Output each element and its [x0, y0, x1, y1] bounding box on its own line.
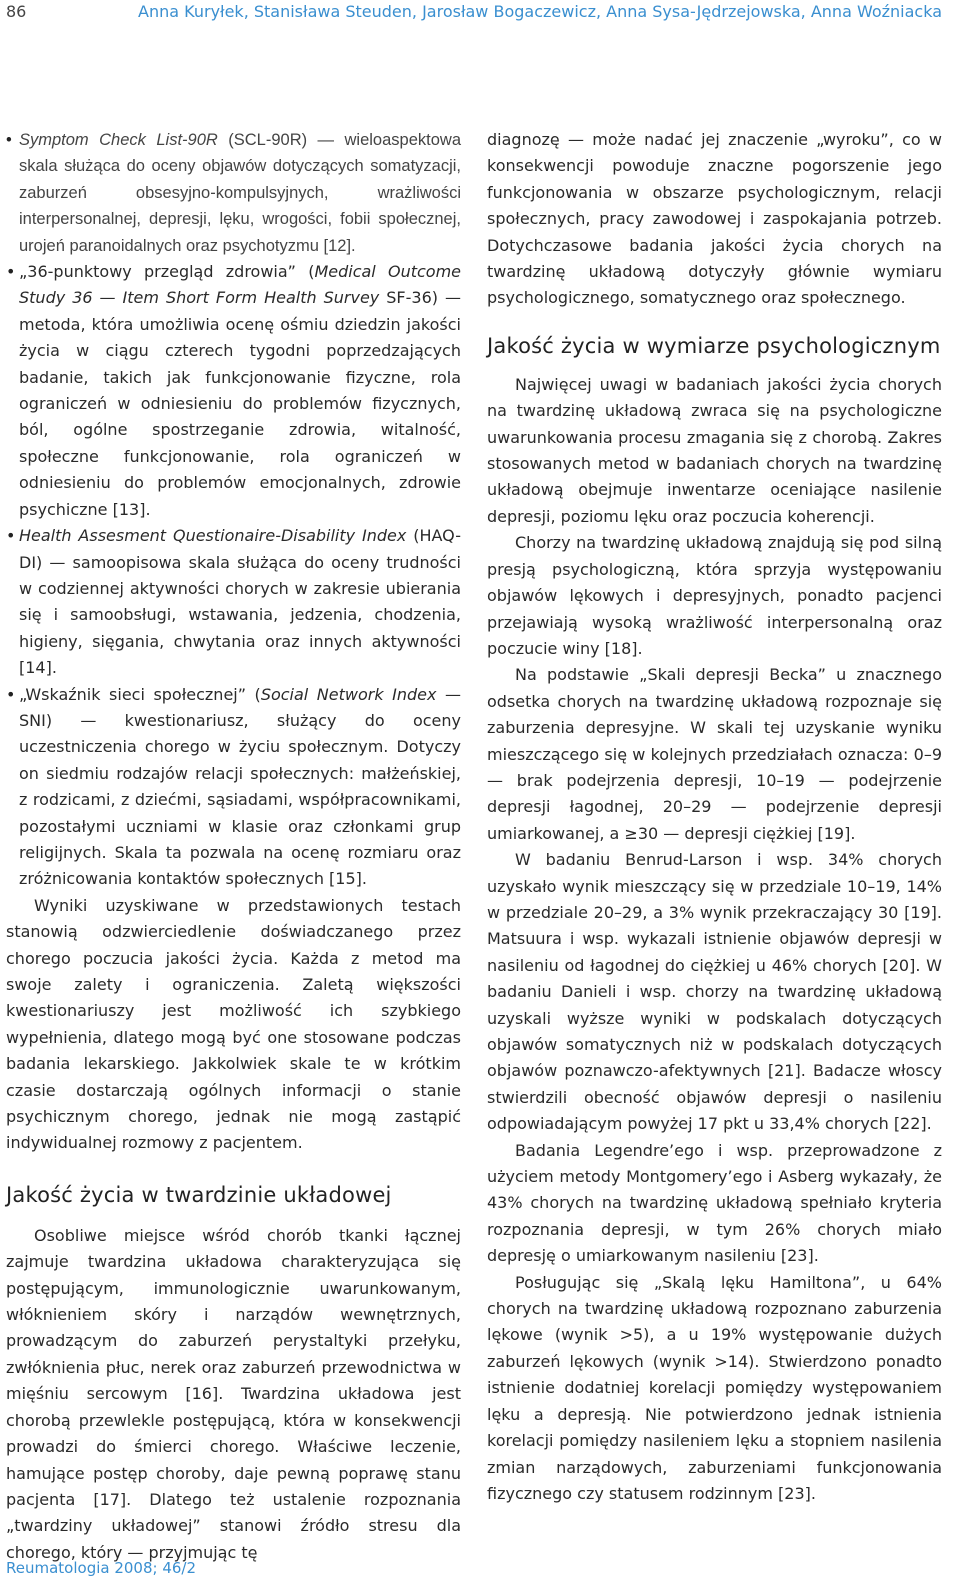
- section-heading-psychological: Jakość życia w wymiarze psychologicznym: [487, 333, 941, 358]
- list-item-scl90r: • Symptom Check List-90R (SCL-90R) — wieloaspektowa skala służąca do oceny objawów dotyczących somatyzacji, zaburzeń obsesyjno-kompulsyjnych, wrażliwości interpersonalnej, depresji, lęku, wrogości, fobii społecznej, urojeń paranoidalnych oraz psychotyzmu [12].: [6, 127, 461, 259]
- methods-list: [6, 127, 461, 893]
- list-item-sf36: • „36-punktowy przegląd zdrowia” (Medical Outcome Study 36 — Item Short Form Health Survey SF-36) — metoda, która umożliwia ocenę ośmiu dziedzin jakości życia w ciągu czterech tygodni poprzedzających badanie, takich jak funkcjonowanie fizyczne, rola ograniczeń w odniesieniu do problemów fizycznych, ból, ogólne spostrzeganie zdrowia, witalność, społeczne funkcjonowanie, rola ograniczeń w odniesieniu do problemów emocjonalnych, zdrowie psychiczne [13].: [6, 259, 461, 523]
- paragraph-continuation: diagnozę — może nadać jej znaczenie „wyroku”, co w konsekwencji powoduje znaczne pogorszenie jego funkcjonowania w obszarze psychologicznym, relacji społecznych, pracy zawodowej i zaspokajania potrzeb. Dotychczasowe badania jakości życia chorych na twardzinę układową dotyczyły głównie wymiaru psychologicznego, somatycznego oraz społecznego.: [487, 130, 942, 308]
- paragraph-hamilton: Posługując się „Skalą lęku Hamiltona”, u 64% chorych na twardzinę układową rozpoznano zaburzenia lękowe (wynik >5), a u 19% występowanie dużych zaburzeń lękowych (wynik >14). Stwierdzono ponadto istnienie dodatniej korelacji pomiędzy występowaniem lęku a depresją. Nie potwierdzono jednak istnienia korelacji pomiędzy nasileniem lęku a stopniem nasilenia zmian narządowych, zaburzeniami funkcjonowania fizycznego czy statusem rodzinnym [23].: [487, 1272, 942, 1503]
- paragraph-legendre: Badania Legendre’ego i wsp. przeprowadzone z użyciem metody Montgomery’ego i Asberg wykazały, że 43% chorych na twardzinę układową spełniało kryteria rozpoznania depresji, w tym 26% chorych miało depresję o umiarkowanym nasileniu [23].: [487, 1140, 942, 1266]
- paragraph-summary: Wyniki uzyskiwane w przedstawionych testach stanowią odzwierciedlenie doświadczanego przez chorego poczucia jakości życia. Każda z metod ma swoje zalety i ograniczenia. Zaletą większości kwestionariuszy jest możliwość ich szybkiego wypełnienia, dlatego mogą być one stosowane podczas badania lekarskiego. Jakkolwiek skale te w krótkim czasie dostarczają ogólnych informacji o stanie psychicznym chorego, jednak nie mogą zastąpić indywidualnej rozmowy z pacjentem.: [6, 895, 461, 1153]
- list-item-sni: • „Wskaźnik sieci społecznej” (Social Network Index — SNI) — kwestionariusz, służący do oceny uczestniczenia chorego w życiu społecznym. Dotyczy on siedmiu rodzajów relacji społecznych: małżeńskiej, z rodzicami, z dziećmi, sąsiadami, współpracownikami, pozostałymi uczniami w klasie oraz członkami grup religijnych. Skala ta pozwala na ocenę rozmiaru oraz zróżnicowania kontaktów społecznych [15].: [6, 682, 461, 893]
- paragraph-studies: W badaniu Benrud-Larson i wsp. 34% chorych uzyskało wynik mieszczący się w przedziale 10–19, 14% w przedziale 20–29, a 3% wynik przekraczający 30 [19]. Matsuura i wsp. wykazali istnienie objawów depresji w nasileniu od łagodnej do ciężkiej u 46% chorych [20]. W badaniu Danieli i wsp. chorzy na twardzinę układową uzyskali wyższe wyniki w podskalach dotyczących objawów somatycznych niż w podskalach dotyczących objawów poznawczo-afektywnych [21]. Badacze włoscy stwierdzili obecność objawów depresji o nasileniu odpowiadającym powyżej 17 pkt u 33,4% chorych [22].: [487, 850, 942, 1134]
- journal-footer: Reumatologia 2008; 46/2: [6, 1559, 197, 1577]
- page-number: 86: [6, 2, 27, 21]
- left-column: [6, 127, 461, 1566]
- paragraph-methods: Najwięcej uwagi w badaniach jakości życia chorych na twardzinę układową zwraca się na psychologiczne uwarunkowania procesu zmagania się z chorobą. Zakres stosowanych metod w badaniach chorych na twardzinę układową obejmuje inwentarze oceniające nasilenie depresji, poziomu lęku oraz poczucia koherencji.: [487, 374, 942, 526]
- list-item-haq-di: • Health Assesment Questionaire-Disability Index (HAQ-DI) — samoopisowa skala służąca do oceny trudności w codziennej aktywności chorych w zakresie ubierania się i samoobsługi, wstawania, jedzenia, chodzenia, higieny, sięgania, chwytania oraz innych aktywności [14].: [6, 523, 461, 681]
- paragraph-beck: Na podstawie „Skali depresji Becka” u znacznego odsetka chorych na twardzinę układową rozpoznaje się zaburzenia depresyjne. W skali tej uzyskanie wyniku mieszczącego się w kolejnych przedziałach oznacza: 0–9 — brak podejrzenia depresji, 10–19 — podejrzenie depresji łagodnej, 20–29 — podejrzenie depresji umiarkowanej, a ≥30 — depresji ciężkiej [19].: [487, 665, 942, 843]
- running-header-authors: Anna Kuryłek, Stanisława Steuden, Jarosław Bogaczewicz, Anna Sysa-Jędrzejowska, Anna Woźniacka: [138, 2, 942, 21]
- paragraph-scleroderma: Osobliwe miejsce wśród chorób tkanki łącznej zajmuje twardzina układowa charakteryzująca się postępującym, immunologicznie uwarunkowanym, włóknieniem skóry i narządów wewnętrznych, prowadzącym do zaburzeń perystaltyki przełyku, zwłóknienia płuc, nerek oraz zaburzeń przewodnictwa w mięśniu sercowym [16]. Twardzina układowa jest chorobą przewlekle postępującą, która w konsekwencji prowadzi do śmierci chorego. Właściwe leczenie, hamujące postęp choroby, daje pewną poprawę stanu pacjenta [17]. Dlatego też ustalenie rozpoznania „twardziny układowej” stanowi źródło stresu dla chorego, który — przyjmując tę: [6, 1225, 461, 1562]
- paragraph-pressure: Chorzy na twardzinę układową znajdują się pod silną presją psychologiczną, która sprzyja występowaniu objawów lękowych i depresyjnych, ponadto pacjenci przejawiają wysoką wrażliwość interpersonalną oraz poczucie winy [18].: [487, 533, 942, 658]
- right-column: [487, 127, 942, 1507]
- section-heading-quality-of-life: Jakość życia w twardzinie układowej: [6, 1182, 392, 1207]
